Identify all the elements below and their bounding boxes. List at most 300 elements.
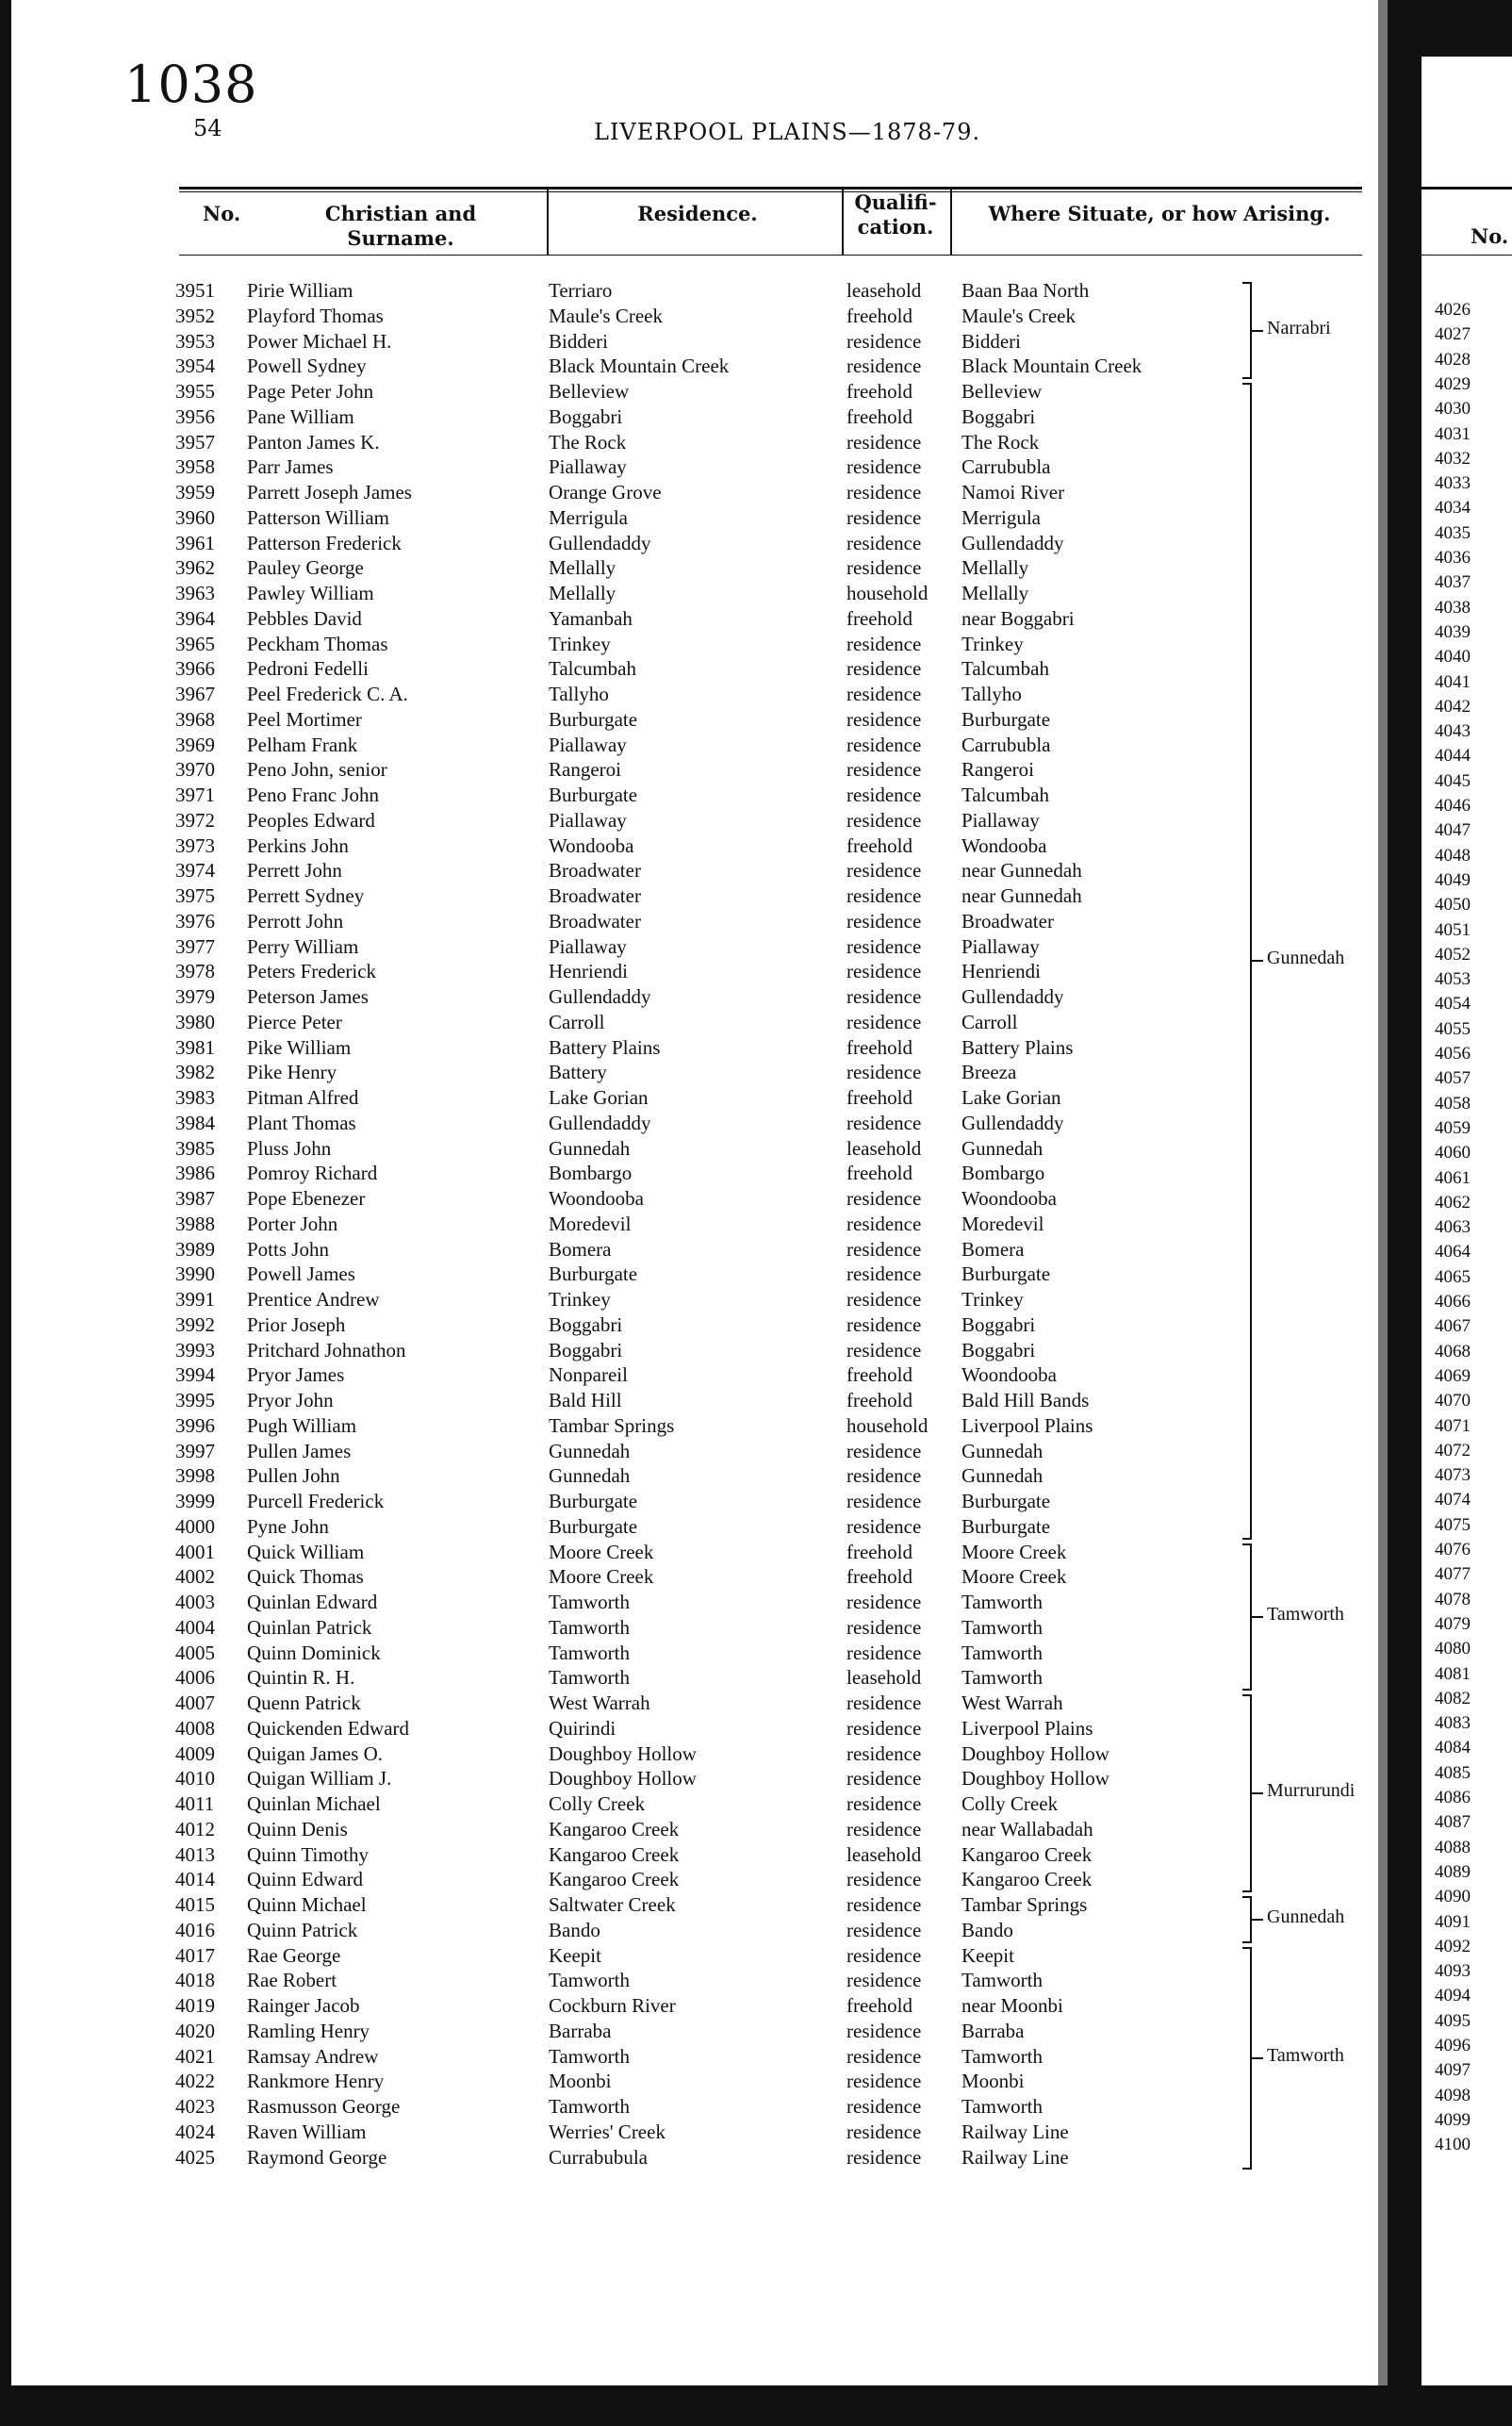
entry-residence: Currabubula — [549, 2145, 648, 2169]
header-qualification-line2: cation. — [857, 215, 934, 239]
entry-name: Quinlan Patrick — [247, 1615, 372, 1639]
header-no: No. — [203, 202, 241, 225]
entry-name: Patterson Frederick — [247, 531, 402, 554]
facing-page-header-no: No. — [1471, 224, 1509, 248]
entry-number: 4020 — [175, 2019, 215, 2042]
facing-page-number: 4095 — [1435, 2010, 1471, 2031]
facing-page-number: 4041 — [1435, 671, 1471, 692]
entry-qualification: residence — [846, 1312, 922, 1336]
entry-name: Pyne John — [247, 1514, 329, 1538]
entry-residence: Gullendaddy — [549, 1111, 651, 1134]
entry-residence: Battery Plains — [549, 1035, 661, 1059]
entry-qualification: residence — [846, 1288, 922, 1311]
entry-number: 3991 — [175, 1288, 215, 1311]
entry-name: Patterson William — [247, 505, 389, 529]
entry-where: The Rock — [961, 430, 1040, 454]
entry-qualification: freehold — [846, 1035, 912, 1059]
entry-where: Gunnedah — [961, 1439, 1044, 1462]
entry-where: Tamworth — [961, 1615, 1044, 1639]
entry-where: Talcumbah — [961, 657, 1049, 681]
entry-where: Tamworth — [961, 1666, 1044, 1690]
entry-residence: Boggabri — [549, 1312, 623, 1336]
facing-page-number: 4054 — [1435, 994, 1471, 1015]
entry-where: Colly Creek — [961, 1792, 1059, 1815]
district-bracket — [1242, 282, 1252, 379]
header-where: Where Situate, or how Arising. — [988, 202, 1331, 225]
entry-number: 4024 — [175, 2120, 215, 2143]
entry-qualification: residence — [846, 859, 922, 883]
entry-residence: Tamworth — [549, 2044, 631, 2068]
entry-name: Pryor John — [247, 1389, 334, 1411]
page-title: LIVERPOOL PLAINS—1878-79. — [594, 119, 981, 145]
entry-number: 3983 — [175, 1086, 215, 1109]
entry-residence: Burburgate — [549, 1263, 638, 1286]
entry-qualification: residence — [846, 707, 922, 731]
facing-page-number: 4083 — [1435, 1713, 1471, 1734]
entry-number: 3989 — [175, 1237, 215, 1261]
entry-qualification: residence — [846, 1918, 922, 1941]
entry-qualification: residence — [846, 455, 922, 479]
entry-qualification: residence — [846, 1439, 922, 1462]
entry-residence: Quirindi — [549, 1716, 616, 1740]
entry-where: Burburgate — [961, 1263, 1051, 1286]
entry-name: Quintin R. H. — [247, 1666, 355, 1690]
facing-page-number: 4056 — [1435, 1044, 1471, 1064]
entry-where: Namoi River — [961, 481, 1065, 503]
entry-residence: Trinkey — [549, 632, 611, 655]
bracket-tip — [1252, 960, 1263, 962]
facing-page-number: 4060 — [1435, 1143, 1471, 1163]
entry-residence: Broadwater — [549, 909, 641, 932]
entry-where: Moredevil — [961, 1212, 1044, 1235]
entry-where: Black Mountain Creek — [961, 355, 1142, 378]
entry-name: Parrett Joseph James — [247, 481, 412, 503]
entry-number: 3994 — [175, 1363, 215, 1387]
entry-where: Burburgate — [961, 1514, 1051, 1538]
entry-number: 4005 — [175, 1641, 215, 1664]
entry-number: 3977 — [175, 934, 215, 958]
entry-name: Plant Thomas — [247, 1111, 356, 1134]
entry-residence: Piallaway — [549, 733, 627, 756]
district-bracket — [1242, 1694, 1252, 1892]
entry-where: near Gunnedah — [961, 884, 1082, 907]
entry-residence: Tamworth — [549, 1666, 631, 1690]
entry-where: West Warrah — [961, 1692, 1063, 1714]
entry-residence: Boggabri — [549, 1338, 623, 1362]
entry-name: Powell James — [247, 1263, 355, 1286]
facing-page-top-rule — [1422, 187, 1512, 190]
entry-number: 3960 — [175, 505, 215, 529]
entry-name: Perry William — [247, 934, 359, 958]
entry-number: 3957 — [175, 430, 215, 454]
entry-qualification: freehold — [846, 606, 912, 630]
entry-qualification: leasehold — [846, 1842, 922, 1866]
entry-name: Quickenden Edward — [247, 1716, 410, 1740]
facing-page-number: 4055 — [1435, 1018, 1471, 1039]
entry-name: Rae George — [247, 1943, 341, 1967]
page-fold — [1378, 0, 1388, 2426]
entry-residence: Gunnedah — [549, 1464, 631, 1488]
entry-number: 4017 — [175, 1943, 215, 1967]
entry-residence: Cockburn River — [549, 1994, 676, 2017]
entry-number: 3968 — [175, 707, 215, 731]
entry-where: Woondooba — [961, 1363, 1057, 1387]
entry-name: Raven William — [247, 2120, 367, 2143]
entry-residence: Bidderi — [549, 329, 608, 353]
entry-residence: Wondooba — [549, 833, 634, 857]
entry-residence: Tamworth — [549, 1641, 631, 1664]
entry-residence: Kangaroo Creek — [549, 1868, 680, 1891]
entry-qualification: residence — [846, 329, 922, 353]
entry-where: Bomera — [961, 1237, 1025, 1261]
entry-where: Kangaroo Creek — [961, 1868, 1093, 1891]
entry-qualification: residence — [846, 1868, 922, 1891]
facing-page-number: 4061 — [1435, 1167, 1471, 1188]
entry-residence: Tamworth — [549, 1591, 631, 1613]
entry-where: Carrububla — [961, 455, 1051, 479]
facing-page-number: 4094 — [1435, 1986, 1471, 2006]
entry-qualification: residence — [846, 505, 922, 529]
entry-name: Ramsay Andrew — [247, 2044, 379, 2068]
entry-where: Battery Plains — [961, 1035, 1074, 1059]
entry-where: Baan Baa North — [961, 279, 1090, 302]
entry-number: 4023 — [175, 2095, 215, 2118]
facing-page-number: 4063 — [1435, 1217, 1471, 1238]
entry-number: 3964 — [175, 606, 215, 630]
entry-where: Moore Creek — [961, 1565, 1067, 1589]
entry-name: Perrett Sydney — [247, 884, 365, 907]
facing-page-number: 4072 — [1435, 1440, 1471, 1461]
entry-qualification: freehold — [846, 304, 912, 327]
entry-number: 3992 — [175, 1312, 215, 1336]
facing-page-number: 4050 — [1435, 895, 1471, 916]
facing-page-number: 4049 — [1435, 869, 1471, 890]
entry-number: 3999 — [175, 1490, 215, 1512]
entry-number: 3972 — [175, 808, 215, 832]
entry-name: Prentice Andrew — [247, 1288, 380, 1311]
facing-page-number: 4085 — [1435, 1762, 1471, 1783]
entry-residence: Gullendaddy — [549, 531, 651, 554]
entry-number: 3974 — [175, 859, 215, 883]
entry-residence: Bald Hill — [549, 1389, 622, 1411]
entry-where: Carrububla — [961, 733, 1051, 756]
facing-page-number: 4099 — [1435, 2109, 1471, 2130]
facing-page-number: 4038 — [1435, 597, 1471, 618]
entry-number: 3959 — [175, 481, 215, 503]
entry-where: Burburgate — [961, 1490, 1051, 1512]
bracket-tip — [1252, 2057, 1263, 2059]
entry-number: 3987 — [175, 1187, 215, 1210]
entry-qualification: residence — [846, 1741, 922, 1765]
entry-number: 3954 — [175, 355, 215, 378]
entry-qualification: residence — [846, 2120, 922, 2143]
entry-name: Quinlan Michael — [247, 1792, 381, 1815]
entry-name: Powell Sydney — [247, 355, 367, 378]
facing-page-number: 4044 — [1435, 746, 1471, 767]
entry-residence: Tamworth — [549, 1615, 631, 1639]
entry-name: Rae Robert — [247, 1969, 337, 1992]
entry-qualification: residence — [846, 556, 922, 580]
facing-page-number: 4077 — [1435, 1564, 1471, 1585]
entry-qualification: residence — [846, 657, 922, 681]
entry-number: 3988 — [175, 1212, 215, 1235]
facing-page-number: 4058 — [1435, 1093, 1471, 1114]
entry-qualification: residence — [846, 2145, 922, 2169]
entry-residence: Carroll — [549, 1010, 605, 1033]
entry-qualification: household — [846, 1413, 929, 1437]
facing-page-number: 4088 — [1435, 1837, 1471, 1857]
facing-page-number: 4100 — [1435, 2135, 1471, 2155]
entry-where: Bald Hill Bands — [961, 1389, 1090, 1411]
entry-number: 3963 — [175, 582, 215, 604]
facing-page-number: 4064 — [1435, 1242, 1471, 1263]
entry-qualification: leasehold — [846, 1136, 922, 1160]
entry-residence: Piallaway — [549, 934, 627, 958]
entry-where: Maule's Creek — [961, 304, 1076, 327]
entry-qualification: residence — [846, 1212, 922, 1235]
entry-where: Railway Line — [961, 2120, 1069, 2143]
entry-where: Belleview — [961, 380, 1043, 403]
entry-qualification: residence — [846, 985, 922, 1008]
facing-page-number: 4043 — [1435, 721, 1471, 742]
entry-where: Gunnedah — [961, 1136, 1044, 1160]
facing-page-number: 4093 — [1435, 1961, 1471, 1982]
entry-number: 3973 — [175, 833, 215, 857]
entry-name: Pullen John — [247, 1464, 340, 1488]
entry-number: 3993 — [175, 1338, 215, 1362]
entry-number: 4025 — [175, 2145, 215, 2169]
entry-name: Perrett John — [247, 859, 342, 883]
table-header-rule — [179, 255, 1362, 256]
entry-residence: West Warrah — [549, 1692, 650, 1714]
entry-qualification: residence — [846, 1187, 922, 1210]
entry-qualification: residence — [846, 1943, 922, 1967]
facing-page-number: 4068 — [1435, 1341, 1471, 1362]
entry-where: Trinkey — [961, 632, 1024, 655]
entry-qualification: residence — [846, 355, 922, 378]
entry-where: Barraba — [961, 2019, 1025, 2042]
entry-where: Tamworth — [961, 1969, 1044, 1992]
entry-name: Peterson James — [247, 985, 369, 1008]
entry-where: Talcumbah — [961, 784, 1049, 806]
entry-name: Quinn Dominick — [247, 1641, 381, 1664]
facing-page-number: 4032 — [1435, 448, 1471, 469]
entry-where: Carroll — [961, 1010, 1018, 1033]
entry-where: Bando — [961, 1918, 1013, 1941]
entry-number: 4003 — [175, 1591, 215, 1613]
entry-name: Pike William — [247, 1035, 352, 1059]
entry-where: Piallaway — [961, 934, 1040, 958]
bracket-tip — [1252, 1919, 1263, 1921]
entry-residence: Keepit — [549, 1943, 601, 1967]
scan-edge-left — [0, 0, 11, 2426]
header-residence: Residence. — [637, 202, 758, 225]
entry-name: Prior Joseph — [247, 1312, 346, 1336]
entry-name: Pomroy Richard — [247, 1162, 378, 1185]
facing-page-number: 4030 — [1435, 399, 1471, 420]
entry-qualification: residence — [846, 1464, 922, 1488]
entry-number: 4007 — [175, 1692, 215, 1714]
entry-residence: Boggabri — [549, 404, 623, 428]
column-separator — [950, 187, 952, 255]
entry-name: Ramling Henry — [247, 2019, 370, 2042]
entry-qualification: freehold — [846, 1540, 912, 1563]
entry-where: Rangeroi — [961, 758, 1034, 782]
entry-number: 3981 — [175, 1035, 215, 1059]
entry-number: 3975 — [175, 884, 215, 907]
entry-residence: Gullendaddy — [549, 985, 651, 1008]
district-label: Narrabri — [1267, 317, 1331, 338]
entry-name: Purcell Frederick — [247, 1490, 385, 1512]
entry-qualification: leasehold — [846, 1666, 922, 1690]
entry-number: 4022 — [175, 2070, 215, 2093]
bracket-tip — [1252, 1616, 1263, 1618]
entry-where: Tallyho — [961, 683, 1022, 705]
entry-residence: Terriaro — [549, 279, 613, 302]
district-label: Gunnedah — [1267, 948, 1345, 969]
facing-page-number: 4036 — [1435, 548, 1471, 568]
entry-qualification: residence — [846, 808, 922, 832]
entry-name: Pritchard Johnathon — [247, 1338, 406, 1362]
facing-page-number: 4067 — [1435, 1316, 1471, 1337]
facing-page-number: 4091 — [1435, 1911, 1471, 1932]
entry-residence: Gunnedah — [549, 1136, 631, 1160]
entry-where: Gullendaddy — [961, 985, 1064, 1008]
facing-page-number: 4096 — [1435, 2036, 1471, 2055]
facing-page-number: 4069 — [1435, 1365, 1471, 1386]
entry-name: Page Peter John — [247, 380, 374, 403]
entry-number: 3976 — [175, 909, 215, 932]
entry-where: Moonbi — [961, 2070, 1025, 2093]
entry-where: Trinkey — [961, 1288, 1024, 1311]
entry-name: Peno Franc John — [247, 784, 379, 806]
facing-page-number: 4039 — [1435, 621, 1471, 642]
entry-number: 4009 — [175, 1741, 215, 1765]
entry-name: Peel Frederick C. A. — [247, 683, 408, 705]
entry-residence: Tamworth — [549, 2095, 631, 2118]
facing-page-number: 4090 — [1435, 1887, 1471, 1907]
entry-qualification: residence — [846, 1490, 922, 1512]
facing-page-number: 4048 — [1435, 845, 1471, 866]
facing-page-number: 4037 — [1435, 572, 1471, 593]
entry-qualification: residence — [846, 481, 922, 503]
entry-name: Pawley William — [247, 582, 374, 604]
entry-name: Pane William — [247, 404, 354, 428]
facing-page-number: 4073 — [1435, 1465, 1471, 1486]
entry-number: 3953 — [175, 329, 215, 353]
entry-where: Bombargo — [961, 1162, 1045, 1185]
entry-residence: Tallyho — [549, 683, 609, 705]
entry-number: 3990 — [175, 1263, 215, 1286]
facing-page-number: 4097 — [1435, 2060, 1471, 2081]
entry-residence: Henriendi — [549, 960, 628, 983]
entry-qualification: residence — [846, 1237, 922, 1261]
entry-number: 3970 — [175, 758, 215, 782]
header-qualification-line1: Qualifi- — [854, 190, 937, 214]
entry-number: 3982 — [175, 1061, 215, 1084]
entry-residence: Barraba — [549, 2019, 612, 2042]
column-separator — [547, 187, 549, 255]
entry-residence: Burburgate — [549, 707, 638, 731]
entry-name: Quenn Patrick — [247, 1692, 361, 1714]
entry-qualification: residence — [846, 632, 922, 655]
entry-qualification: residence — [846, 683, 922, 705]
entry-where: near Moonbi — [961, 1994, 1063, 2017]
entry-qualification: residence — [846, 1893, 922, 1916]
facing-page-number: 4057 — [1435, 1068, 1471, 1089]
entry-qualification: residence — [846, 1591, 922, 1613]
entry-qualification: residence — [846, 784, 922, 806]
entry-where: Tamworth — [961, 1641, 1044, 1664]
entry-where: Kangaroo Creek — [961, 1842, 1093, 1866]
entry-qualification: residence — [846, 1641, 922, 1664]
entry-where: Burburgate — [961, 707, 1051, 731]
entry-where: Lake Gorian — [961, 1086, 1061, 1109]
entry-qualification: residence — [846, 1692, 922, 1714]
entry-number: 4008 — [175, 1716, 215, 1740]
entry-qualification: residence — [846, 1010, 922, 1033]
entry-number: 4006 — [175, 1666, 215, 1690]
facing-page-number: 4034 — [1435, 498, 1471, 519]
entry-number: 4011 — [175, 1792, 215, 1815]
entry-name: Quick William — [247, 1540, 365, 1563]
entry-qualification: residence — [846, 1514, 922, 1538]
entry-name: Pirie William — [247, 279, 353, 302]
entry-number: 3962 — [175, 556, 215, 580]
entry-residence: Talcumbah — [549, 657, 636, 681]
facing-page-number: 4075 — [1435, 1514, 1471, 1535]
facing-page-number: 4065 — [1435, 1266, 1471, 1287]
entry-number: 4001 — [175, 1540, 215, 1563]
entry-number: 3956 — [175, 404, 215, 428]
bracket-tip — [1252, 330, 1263, 332]
table-top-rule — [179, 187, 1362, 190]
entry-name: Parr James — [247, 455, 334, 479]
entry-name: Peoples Edward — [247, 808, 375, 832]
entry-residence: Tambar Springs — [549, 1413, 675, 1437]
entry-qualification: freehold — [846, 1565, 912, 1589]
entry-where: Tamworth — [961, 1591, 1044, 1613]
entry-number: 4016 — [175, 1918, 215, 1941]
facing-page-number: 4086 — [1435, 1788, 1471, 1807]
entry-residence: Rangeroi — [549, 758, 621, 782]
entry-residence: Moore Creek — [549, 1540, 654, 1563]
entry-residence: Battery — [549, 1061, 607, 1084]
entry-number: 3955 — [175, 380, 215, 403]
facing-page-number: 4081 — [1435, 1663, 1471, 1684]
entry-name: Pryor James — [247, 1363, 345, 1387]
facing-page-number: 4066 — [1435, 1292, 1471, 1312]
entry-residence: Lake Gorian — [549, 1086, 649, 1109]
entry-qualification: freehold — [846, 1389, 912, 1411]
entry-name: Pedroni Fedelli — [247, 657, 369, 681]
entry-residence: Broadwater — [549, 859, 641, 883]
entry-residence: Kangaroo Creek — [549, 1817, 680, 1840]
entry-residence: Orange Grove — [549, 481, 662, 503]
entry-residence: Nonpareil — [549, 1363, 628, 1387]
entry-number: 3966 — [175, 657, 215, 681]
entry-where: near Gunnedah — [961, 859, 1082, 883]
facing-page-number: 4080 — [1435, 1639, 1471, 1659]
entry-qualification: freehold — [846, 1994, 912, 2017]
district-bracket — [1242, 1896, 1252, 1943]
entry-where: Henriendi — [961, 960, 1041, 983]
facing-page-header-rule — [1422, 255, 1512, 256]
entry-where: Gunnedah — [961, 1464, 1044, 1488]
page-number: 54 — [193, 115, 222, 141]
entry-where: Boggabri — [961, 1312, 1036, 1336]
facing-page-number: 4031 — [1435, 423, 1471, 444]
